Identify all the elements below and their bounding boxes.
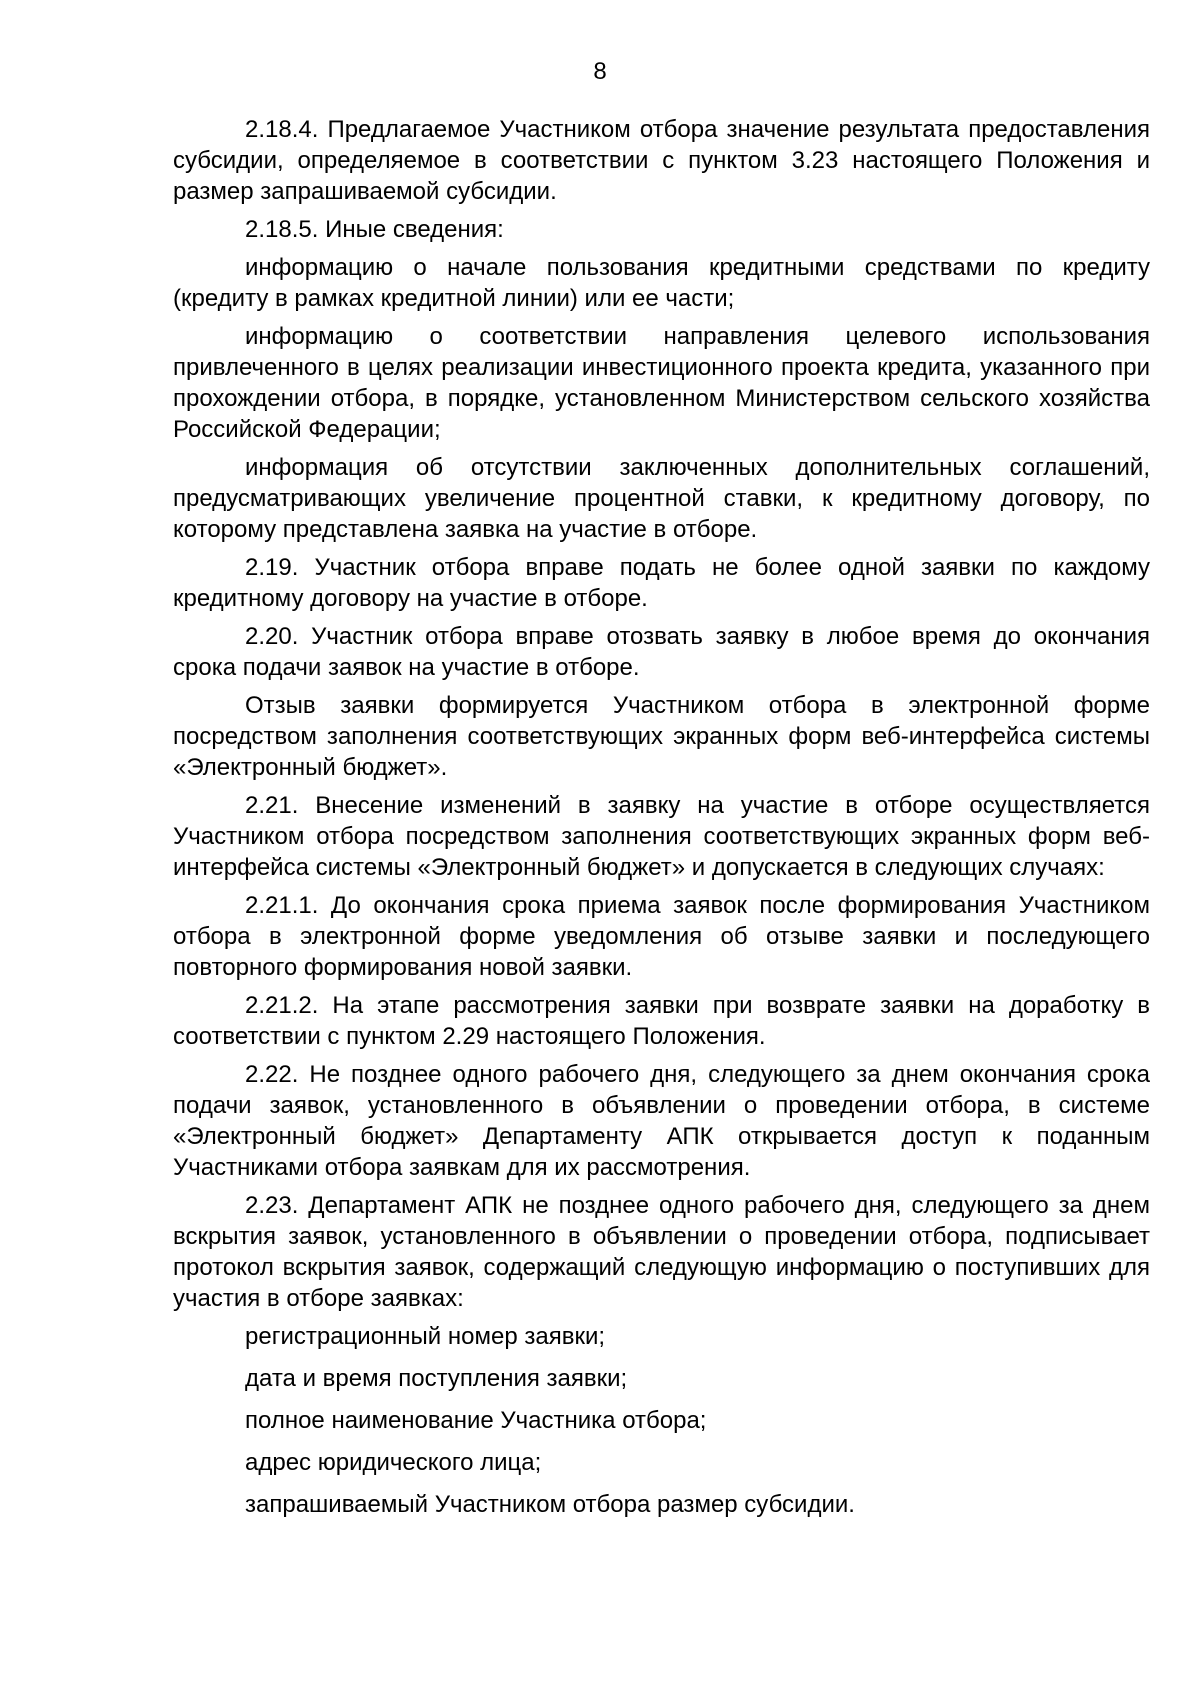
paragraph-2-23: 2.23. Департамент АПК не позднее одного рабочего дня, следующего за днем вскрытия заявок, установленного в объявлении о проведении отбора, подписывает протокол вскрытия заявок, содержащий следующую информацию о поступивших для участия в отборе заявках:	[173, 1192, 1150, 1312]
paragraph-2-21-2: 2.21.2. На этапе рассмотрения заявки при возврате заявки на доработку в соответствии с пунктом 2.29 настоящего Положения.	[173, 992, 1150, 1050]
paragraph-2-18-5: 2.18.5. Иные сведения:	[245, 216, 504, 243]
document-body	[173, 114, 1150, 1531]
paragraph-2-21: 2.21. Внесение изменений в заявку на участие в отборе осуществляется Участником отбора посредством заполнения соответствующих экранных форм веб-интерфейса системы «Электронный бюджет» и допускается в следующих случаях:	[173, 792, 1150, 881]
page-number: 8	[593, 58, 607, 85]
paragraph-2-21-1: 2.21.1. До окончания срока приема заявок после формирования Участником отбора в электронной форме уведомления об отзыве заявки и последующего повторного формирования новой заявки.	[173, 892, 1150, 981]
list-item: дата и время поступления заявки;	[245, 1365, 628, 1392]
paragraph-no-additional-agreements: информация об отсутствии заключенных дополнительных соглашений, предусматривающих увеличение процентной ставки, к кредитному договору, по которому представлена заявка на участие в отборе.	[173, 454, 1150, 543]
paragraph-2-18-4: 2.18.4. Предлагаемое Участником отбора значение результата предоставления субсидии, определяемое в соответствии с пунктом 3.23 настоящего Положения и размер запрашиваемой субсидии.	[173, 116, 1150, 205]
paragraph-2-20: 2.20. Участник отбора вправе отозвать заявку в любое время до окончания срока подачи заявок на участие в отборе.	[173, 623, 1150, 681]
list-item: полное наименование Участника отбора;	[245, 1407, 707, 1434]
paragraph-withdrawal: Отзыв заявки формируется Участником отбора в электронной форме посредством заполнения соответствующих экранных форм веб-интерфейса системы «Электронный бюджет».	[173, 692, 1150, 781]
paragraph-2-22: 2.22. Не позднее одного рабочего дня, следующего за днем окончания срока подачи заявок, установленного в объявлении о проведении отбора, в системе «Электронный бюджет» Департаменту АПК открывается доступ к поданным Участниками отбора заявкам для их рассмотрения.	[173, 1061, 1150, 1181]
paragraph-target-usage-info: информацию о соответствии направления целевого использования привлеченного в целях реализации инвестиционного проекта кредита, указанного при прохождении отбора, в порядке, установленном Министерством сельского хозяйства Российской Федерации;	[173, 323, 1150, 443]
list-item: регистрационный номер заявки;	[245, 1323, 606, 1350]
list-item: адрес юридического лица;	[245, 1449, 542, 1476]
list-item: запрашиваемый Участником отбора размер субсидии.	[245, 1491, 855, 1518]
paragraph-credit-usage-info: информацию о начале пользования кредитными средствами по кредиту (кредиту в рамках кредитной линии) или ее части;	[173, 254, 1150, 312]
paragraph-2-19: 2.19. Участник отбора вправе подать не более одной заявки по каждому кредитному договору на участие в отборе.	[173, 554, 1150, 612]
